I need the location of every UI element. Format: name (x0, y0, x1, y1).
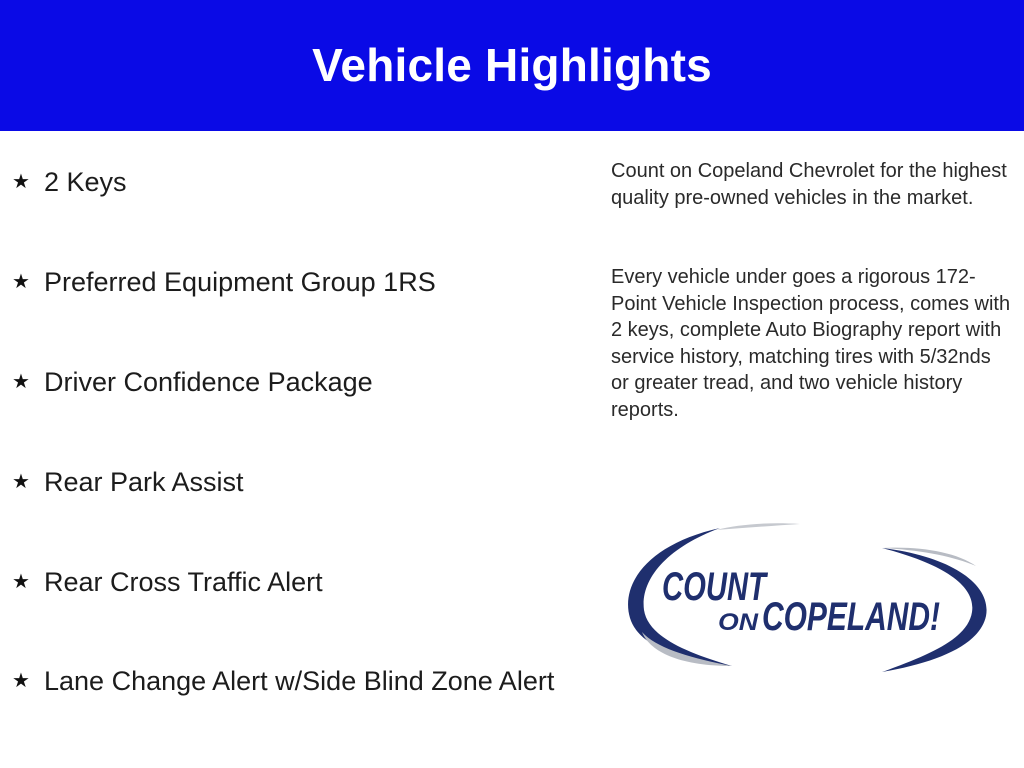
star-bullet-icon: ★ (12, 271, 30, 293)
star-bullet-icon: ★ (12, 171, 30, 193)
star-bullet-icon: ★ (12, 471, 30, 493)
highlight-item (12, 165, 572, 199)
logo-word-copeland: COPELAND! (762, 595, 940, 639)
logo-word-count: COUNT (662, 565, 769, 609)
highlight-item (12, 365, 572, 399)
highlight-text: Driver Confidence Package (44, 367, 373, 397)
highlight-text: 2 Keys (44, 167, 127, 197)
star-bullet-icon: ★ (12, 371, 30, 393)
highlight-item (12, 664, 572, 698)
logo-word-on: ON (718, 609, 759, 636)
highlight-item (12, 565, 572, 599)
count-on-copeland-logo (620, 520, 1000, 680)
logo-top-gray-arc (716, 523, 800, 530)
highlight-text: Rear Park Assist (44, 467, 244, 497)
promo-paragraph-quality: Count on Copeland Chevrolet for the highest quality pre-owned vehicles in the market. (611, 160, 1007, 209)
star-bullet-icon: ★ (12, 670, 30, 692)
star-bullet-icon: ★ (12, 571, 30, 593)
highlight-item (12, 265, 572, 299)
highlight-text: Lane Change Alert w/Side Blind Zone Alert (44, 666, 555, 696)
promo-paragraph-inspection: Every vehicle under goes a rigorous 172-Point Vehicle Inspection process, comes with 2 keys, complete Auto Biography report with service history, matching tires with 5/32nds or greater tread, and two vehicle history reports. (611, 266, 1011, 421)
page-title: Vehicle Highlights (312, 38, 712, 91)
highlight-item (12, 465, 572, 499)
highlight-text: Rear Cross Traffic Alert (44, 567, 323, 597)
highlight-text: Preferred Equipment Group 1RS (44, 267, 436, 297)
